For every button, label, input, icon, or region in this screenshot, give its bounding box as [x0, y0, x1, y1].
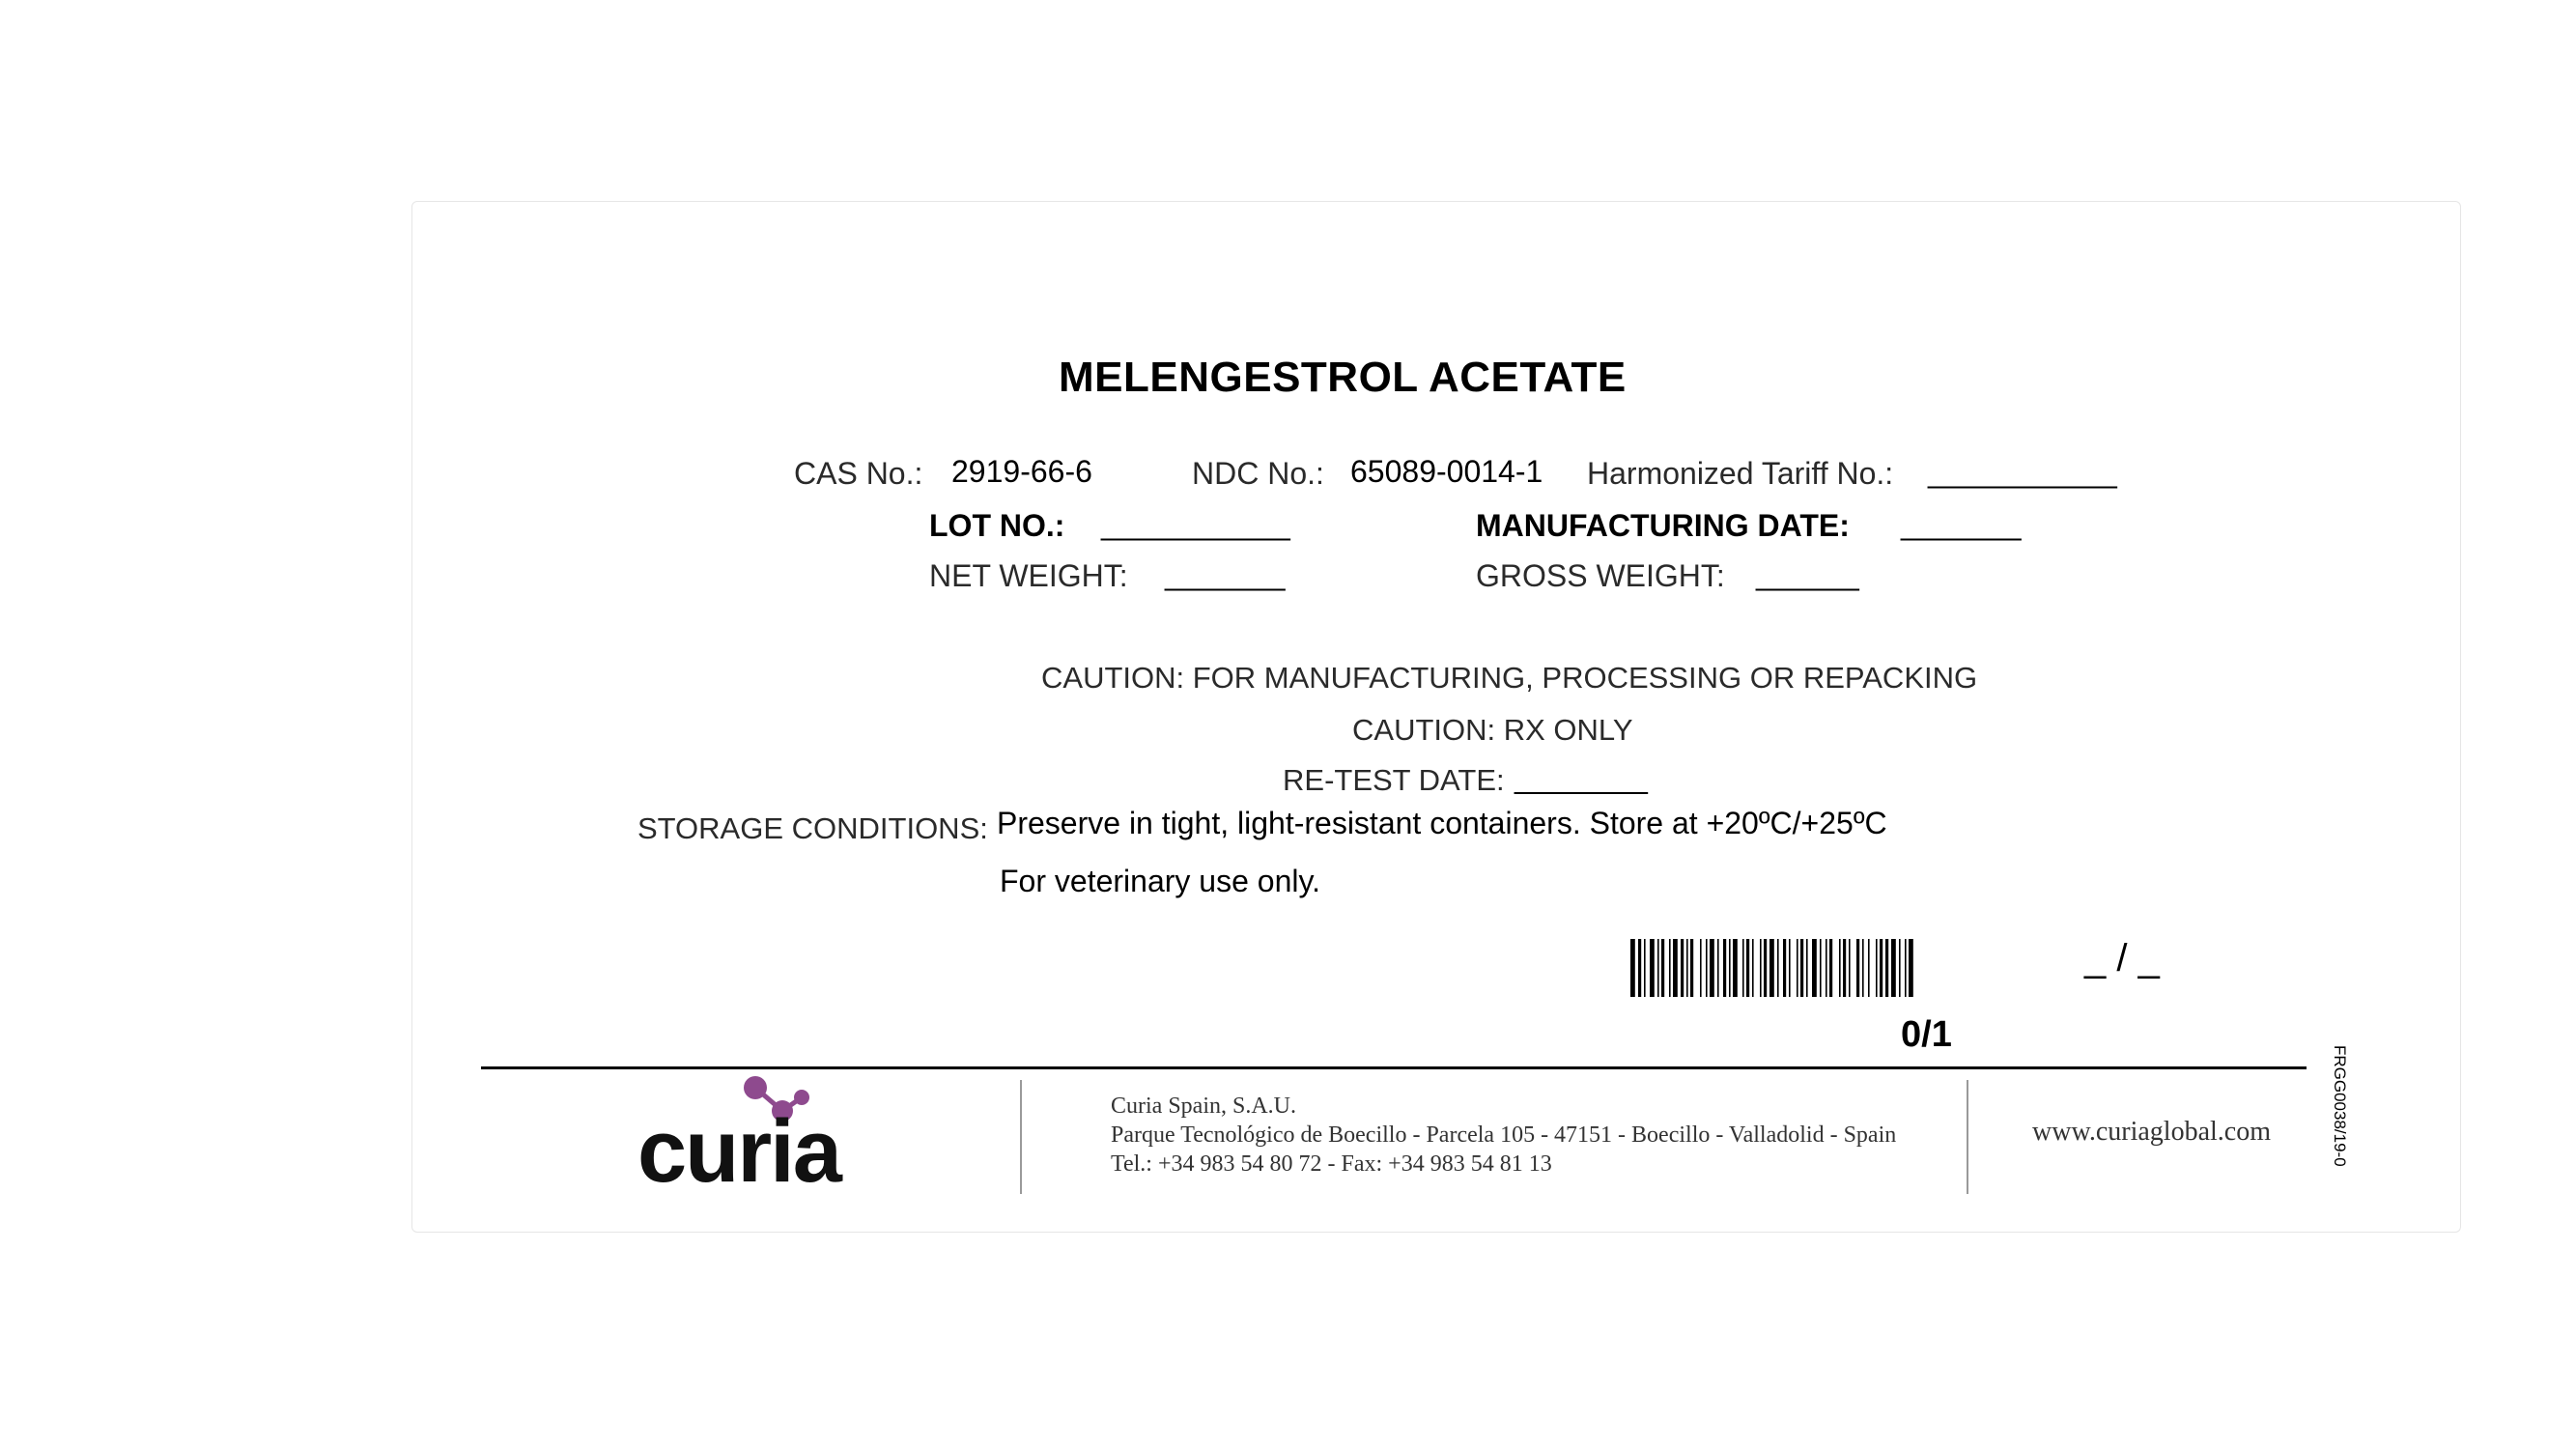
barcode-bar: [1746, 939, 1749, 997]
barcode-bar: [1717, 939, 1719, 997]
gross-weight-blank: ______: [1756, 556, 1859, 591]
barcode-bar: [1862, 939, 1864, 997]
barcode-bar: [1891, 939, 1896, 997]
barcode-bar: [1806, 939, 1808, 997]
barcode: [1630, 939, 2042, 997]
barcode-bar: [1829, 939, 1832, 997]
barcode-bar: [1673, 939, 1678, 997]
barcode-bar: [1856, 939, 1859, 997]
caution-rx-only: CAUTION: RX ONLY: [1352, 713, 1633, 747]
net-weight-blank: _______: [1165, 556, 1286, 591]
barcode-bar: [1742, 939, 1744, 997]
form-code: FRGG0038/19-0: [2331, 1045, 2349, 1167]
barcode-bar: [1899, 939, 1901, 997]
barcode-bar: [1885, 939, 1888, 997]
product-title: MELENGESTROL ACETATE: [1059, 354, 1627, 401]
barcode-bar: [1839, 939, 1841, 997]
barcode-bar: [1657, 939, 1659, 997]
barcode-bar: [1669, 939, 1671, 997]
barcode-bar: [1826, 939, 1827, 997]
barcode-bar: [1764, 939, 1767, 997]
barcode-bar: [1783, 939, 1786, 997]
barcode-bar: [1700, 939, 1702, 997]
storage-label: STORAGE CONDITIONS:: [637, 811, 988, 845]
lot-label: LOT NO.:: [929, 508, 1065, 543]
barcode-bar: [1876, 939, 1878, 997]
barcode-bar: [1650, 939, 1655, 997]
barcode-bar: [1812, 939, 1817, 997]
barcode-bar: [1733, 939, 1738, 997]
barcode-bar: [1681, 939, 1684, 997]
barcode-bar: [1905, 939, 1907, 997]
mfg-date-blank: _______: [1901, 506, 2022, 541]
footer-divider: [481, 1066, 2307, 1069]
barcode-bar: [1843, 939, 1846, 997]
barcode-bar: [1638, 939, 1641, 997]
company-address: Parque Tecnológico de Boecillo - Parcela 105 - 47151 - Boecillo - Valladolid - Spain: [1111, 1122, 1897, 1148]
tariff-label: Harmonized Tariff No.:: [1587, 456, 1894, 491]
barcode-bar: [1630, 939, 1635, 997]
barcode-bar: [1789, 939, 1791, 997]
company-phone: Tel.: +34 983 54 80 72 - Fax: +34 983 54 81 13: [1111, 1151, 1552, 1177]
footer-separator-left: [1020, 1080, 1022, 1194]
veterinary-note: For veterinary use only.: [1000, 864, 1320, 898]
cas-value: 2919-66-6: [951, 454, 1092, 489]
barcode-bar: [1723, 939, 1726, 997]
barcode-bar: [1909, 939, 1913, 997]
barcode-bar: [1777, 939, 1779, 997]
retest-date-label: RE-TEST DATE:: [1283, 763, 1505, 797]
barcode-bar: [1800, 939, 1803, 997]
barcode-bar: [1644, 939, 1646, 997]
barcode-bar: [1686, 939, 1688, 997]
ndc-label: NDC No.:: [1192, 456, 1324, 491]
barcode-bar: [1760, 939, 1762, 997]
fraction-blank: _ / _: [2084, 937, 2160, 980]
barcode-bar: [1706, 939, 1708, 997]
gross-weight-label: GROSS WEIGHT:: [1476, 558, 1725, 593]
barcode-bar: [1690, 939, 1693, 997]
barcode-bar: [1868, 939, 1870, 997]
net-weight-label: NET WEIGHT:: [929, 558, 1128, 593]
caution-manufacturing: CAUTION: FOR MANUFACTURING, PROCESSING OR REPACKING: [1041, 661, 1978, 695]
cas-label: CAS No.:: [794, 456, 923, 491]
website-link[interactable]: www.curiaglobal.com: [2032, 1117, 2271, 1147]
barcode-bar: [1710, 939, 1714, 997]
company-name: Curia Spain, S.A.U.: [1111, 1094, 1296, 1119]
ndc-value: 65089-0014-1: [1350, 454, 1543, 489]
barcode-bar: [1661, 939, 1664, 997]
tariff-blank: ___________: [1928, 454, 2117, 489]
footer-separator-right: [1967, 1080, 1968, 1194]
lot-blank: ___________: [1101, 506, 1290, 541]
retest-date-blank: ________: [1514, 761, 1648, 795]
barcode-bar: [1849, 939, 1851, 997]
barcode-bar: [1797, 939, 1798, 997]
barcode-number: 0/1: [1901, 1014, 1952, 1055]
barcode-bar: [1820, 939, 1822, 997]
mfg-date-label: MANUFACTURING DATE:: [1476, 508, 1850, 543]
barcode-bar: [1880, 939, 1882, 997]
barcode-bar: [1769, 939, 1774, 997]
curia-logo-text: curia: [637, 1102, 840, 1201]
storage-text: Preserve in tight, light-resistant containers. Store at +20ºC/+25ºC: [997, 806, 1887, 840]
barcode-bar: [1752, 939, 1754, 997]
barcode-bar: [1729, 939, 1731, 997]
